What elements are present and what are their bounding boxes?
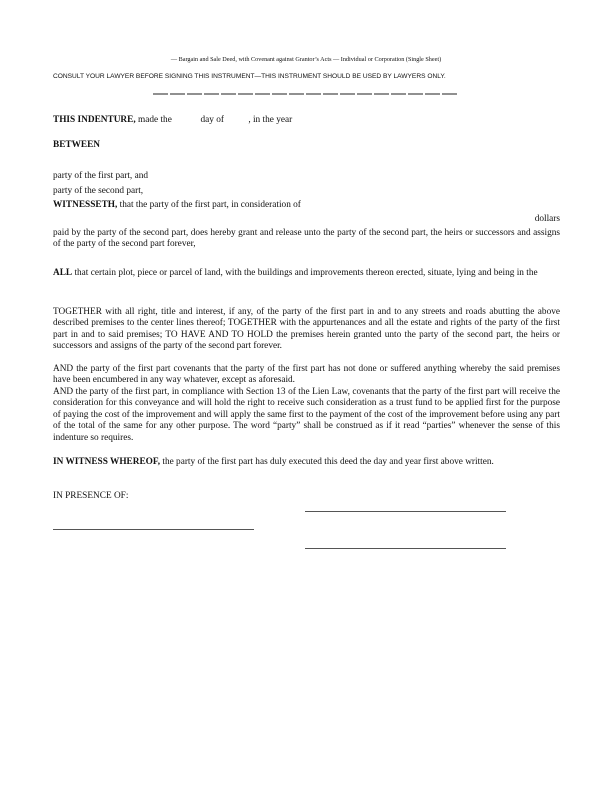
grantor-signature-line-2[interactable] — [305, 548, 506, 549]
witness-whereof-lead: IN WITNESS WHEREOF, — [53, 457, 161, 467]
lawyer-warning: CONSULT YOUR LAWYER BEFORE SIGNING THIS INSTRUMENT—THIS INSTRUMENT SHOULD BE USED BY LAWYERS ONLY. — [53, 73, 446, 80]
between-heading: BETWEEN — [53, 140, 101, 150]
separator-line: —————————————————— — [153, 85, 459, 102]
witness-signature-line[interactable] — [53, 529, 254, 530]
witness-whereof-line — [53, 457, 494, 468]
lien-law-paragraph: AND the party of the first part, in compliance with Section 13 of the Lien Law, covenants that the party of the first part will receive the consideration for this conveyance and will hold the right to receive such consideration as a trust fund to be applied first for the purpose of paying the cost of the improvement and will apply the same first to the payment of the cost of the improvement before using any part of the total of the same for any other purpose. The word “party” shall be construed as if it read “parties” whenever the sense of this indenture so requires. — [53, 387, 560, 443]
dollars-label: dollars — [534, 214, 560, 224]
grant-paragraph: paid by the party of the second part, does hereby grant and release unto the party of the second part, the heirs or successors and assigns of the party of the second part forever, — [53, 228, 560, 250]
grantor-signature-line-1[interactable] — [305, 511, 506, 512]
made-the-label: made the — [138, 115, 172, 125]
together-paragraph: TOGETHER with all right, title and interest, if any, of the party of the first part in and to any streets and roads abutting the above described premises to the center lines thereof; TOGETHER with the appurtenances and all the estate and rights of the party of the first part in and to said premises; TO HAVE AND TO HOLD the premises herein granted unto the party of the second part, the heirs or successors and assigns of the party of the second part forever. — [53, 307, 560, 352]
in-presence-of-label: IN PRESENCE OF: — [53, 491, 129, 501]
witnesseth-line — [53, 200, 301, 211]
indenture-line — [53, 115, 573, 126]
covenants-paragraph: AND the party of the first part covenants that the party of the first part has not done or suffered anything whereby the said premises have been encumbered in any way whatever, except as aforesaid. — [53, 364, 560, 386]
witness-whereof-text: the party of the first part has duly executed this deed the day and year first above written. — [162, 457, 494, 467]
first-party-label: party of the first part, and — [53, 171, 149, 181]
all-clause — [53, 268, 560, 279]
indenture-lead: THIS INDENTURE, — [53, 115, 136, 125]
all-text: that certain plot, piece or parcel of land, with the buildings and improvements thereon erected, situate, lying and being in the — [74, 268, 538, 278]
year-label: , in the year — [248, 115, 293, 125]
witnesseth-lead: WITNESSETH, — [53, 200, 118, 210]
form-title: — Bargain and Sale Deed, with Covenant against Grantor’s Acts — Individual or Corporation (Single Sheet) — [170, 56, 442, 63]
day-of-label: day of — [200, 115, 224, 125]
all-lead: ALL — [53, 268, 73, 278]
witnesseth-text: that the party of the first part, in consideration of — [119, 200, 301, 210]
second-party-label: party of the second part, — [53, 186, 144, 196]
